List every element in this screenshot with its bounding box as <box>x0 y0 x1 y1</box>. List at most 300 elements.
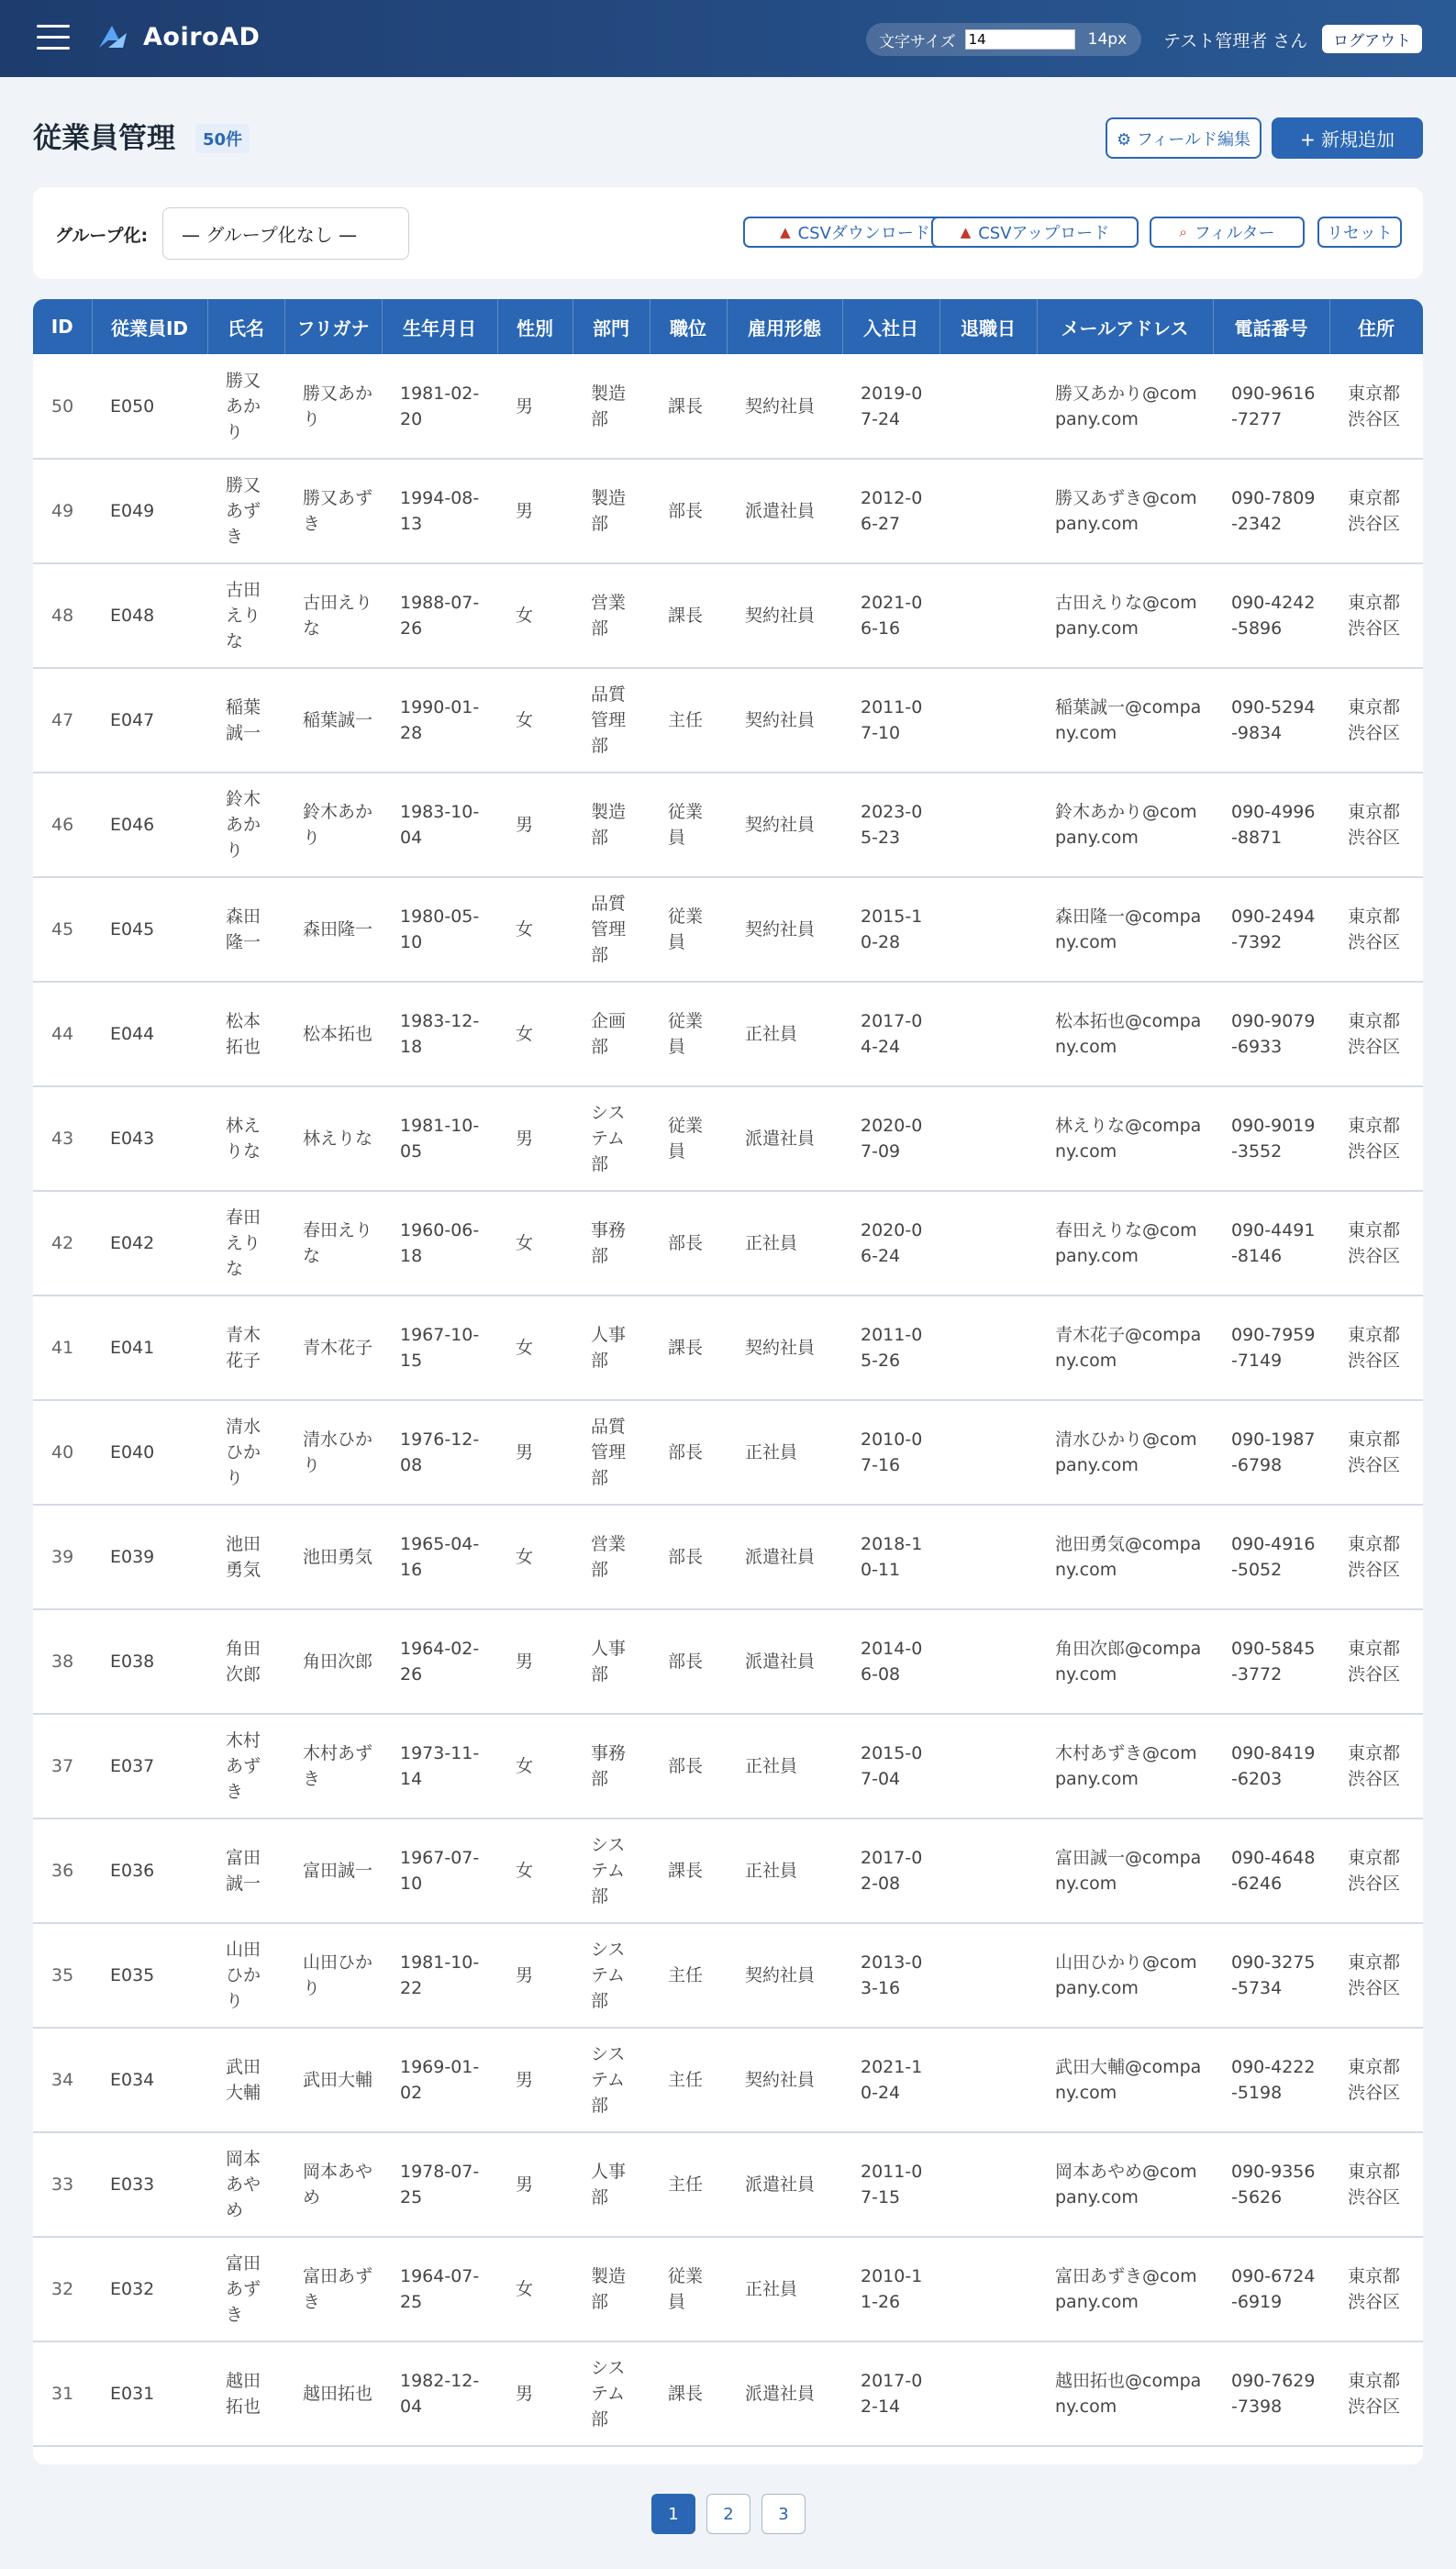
table-cell: 人事部 <box>591 1639 627 1685</box>
employee-table-card <box>33 299 1423 2464</box>
table-cell: 従業員 <box>668 2266 704 2312</box>
table-cell: 山田ひかり@company.com <box>1055 1952 1197 1998</box>
table-cell <box>939 2132 1037 2237</box>
table-cell: 2010-11-26 <box>861 2266 923 2312</box>
column-header[interactable]: 雇用形態 <box>727 299 842 354</box>
page-title: 従業員管理 <box>33 122 175 155</box>
table-row[interactable] <box>33 668 1423 773</box>
table-row[interactable] <box>33 1400 1423 1505</box>
table-cell: E033 <box>110 2174 155 2195</box>
table-cell: 人事部 <box>591 2162 627 2208</box>
table-cell: 富田誠一 <box>226 1848 261 1894</box>
table-cell: 正社員 <box>745 1756 798 1776</box>
table-cell: 1976-12-08 <box>400 1429 480 1475</box>
table-cell: 東京都渋谷区 <box>1348 488 1401 534</box>
table-cell: 正社員 <box>745 1233 798 1253</box>
font-size-px: 14px <box>1087 30 1128 49</box>
table-cell: 課長 <box>668 1338 704 1358</box>
table-cell: 角田次郎@company.com <box>1055 1639 1202 1685</box>
table-cell: 2017-02-14 <box>861 2371 923 2417</box>
menu-hamburger-icon[interactable] <box>37 25 70 52</box>
table-cell: 50 <box>51 395 74 417</box>
table-cell: 鈴木あかり <box>226 789 261 861</box>
table-cell <box>939 354 1037 459</box>
table-cell: 2015-07-04 <box>861 1743 923 1789</box>
table-cell: 1964-02-26 <box>400 1639 480 1685</box>
table-cell: 部長 <box>668 1652 704 1672</box>
table-cell: 勝又あずき@company.com <box>1055 488 1197 534</box>
table-row[interactable] <box>33 1505 1423 1609</box>
table-cell: E034 <box>110 2070 155 2090</box>
table-cell: 勝又あずき <box>226 475 261 547</box>
table-cell: 角田次郎 <box>303 1652 373 1672</box>
table-cell: 契約社員 <box>745 710 816 730</box>
table-cell: 38 <box>51 1652 74 1672</box>
table-cell: 製造部 <box>591 488 627 534</box>
table-cell: 岡本あやめ@company.com <box>1055 2162 1197 2208</box>
table-cell: 1964-07-25 <box>400 2266 480 2312</box>
csv-upload-button-label: CSVアップロード <box>978 224 1110 243</box>
table-row[interactable] <box>33 1714 1423 1818</box>
table-cell: 課長 <box>668 395 704 417</box>
table-cell: 2019-07-24 <box>861 383 923 429</box>
table-cell: 派遣社員 <box>745 1652 816 1672</box>
table-cell: 派遣社員 <box>745 501 816 521</box>
table-cell: 40 <box>51 1442 74 1462</box>
table-cell: 森田隆一 <box>303 919 373 940</box>
table-cell: 課長 <box>668 1861 704 1881</box>
table-cell <box>939 1400 1037 1505</box>
table-cell: 正社員 <box>745 1024 798 1044</box>
table-cell: 青木花子@company.com <box>1055 1325 1202 1371</box>
table-cell: 女 <box>516 1024 534 1044</box>
table-row[interactable] <box>33 563 1423 668</box>
table-cell: 木村あずき <box>226 1730 261 1802</box>
table-cell: 44 <box>51 1024 74 1044</box>
table-cell: 2011-07-15 <box>861 2162 923 2208</box>
table-cell: 契約社員 <box>745 2070 816 2090</box>
table-cell <box>939 1818 1037 1923</box>
table-cell: 1994-08-13 <box>400 488 480 534</box>
table-cell: 正社員 <box>745 1861 798 1881</box>
table-cell: E035 <box>110 1965 155 1985</box>
table-cell: E036 <box>110 1861 155 1881</box>
table-cell: 1981-02-20 <box>400 383 480 429</box>
table-cell: 男 <box>516 501 534 521</box>
table-cell: 2018-10-11 <box>861 1534 923 1580</box>
table-cell: 090-4648-6246 <box>1231 1848 1316 1894</box>
table-cell: 1983-10-04 <box>400 802 480 848</box>
table-cell: 正社員 <box>745 1442 798 1462</box>
table-cell: 男 <box>516 1652 534 1672</box>
table-cell: 49 <box>51 501 74 521</box>
table-cell: 越田拓也 <box>303 2384 373 2404</box>
table-cell <box>939 563 1037 668</box>
brand-name: AoiroAD <box>143 22 261 51</box>
table-cell: 富田あずき <box>303 2266 373 2312</box>
brand-logo-icon <box>95 20 130 53</box>
table-cell: 2023-05-23 <box>861 802 923 848</box>
column-header[interactable]: フリガナ <box>284 299 382 354</box>
table-cell: 1967-07-10 <box>400 1848 480 1894</box>
table-cell: 090-4222-5198 <box>1231 2057 1316 2103</box>
table-cell: 森田隆一@company.com <box>1055 906 1202 952</box>
table-row[interactable] <box>33 877 1423 982</box>
table-cell: 稲葉誠一@company.com <box>1055 697 1202 743</box>
table-cell: 従業員 <box>668 906 704 952</box>
table-cell: 品質管理部 <box>591 1417 627 1488</box>
table-row[interactable] <box>33 2132 1423 2237</box>
filter-button-label: フィルター <box>1194 224 1275 243</box>
column-header[interactable]: 氏名 <box>207 299 284 354</box>
table-cell: 男 <box>516 2384 534 2404</box>
table-cell: 春田えりな@company.com <box>1055 1220 1197 1266</box>
filter-button[interactable] <box>1150 217 1305 248</box>
font-size-control <box>866 23 1141 56</box>
table-cell: 090-4916-5052 <box>1231 1534 1316 1580</box>
page-button[interactable]: 1 <box>651 2494 695 2534</box>
table-cell <box>939 1714 1037 1818</box>
table-cell: 稲葉誠一 <box>303 710 373 730</box>
group-by-label: グループ化: <box>55 226 149 246</box>
table-cell: 製造部 <box>591 2266 627 2312</box>
table-cell: 人事部 <box>591 1325 627 1371</box>
table-cell: 090-9616-7277 <box>1231 383 1316 429</box>
upload-tray-icon: ▲ <box>780 224 791 240</box>
table-cell: 富田誠一 <box>303 1861 373 1881</box>
table-cell: 東京都渋谷区 <box>1348 802 1401 848</box>
table-cell: 企画部 <box>591 1011 627 1057</box>
table-cell: 林えりな@company.com <box>1055 1116 1202 1162</box>
table-cell: 清水ひかり <box>226 1417 261 1488</box>
table-cell: 31 <box>51 2384 74 2404</box>
table-cell: 1988-07-26 <box>400 593 480 639</box>
table-cell: 製造部 <box>591 802 627 848</box>
font-size-input[interactable] <box>965 29 1075 50</box>
table-cell: 東京都渋谷区 <box>1348 1220 1401 1266</box>
table-cell: 派遣社員 <box>745 1547 816 1567</box>
table-cell: 2021-10-24 <box>861 2057 923 2103</box>
table-cell: E044 <box>110 1024 155 1044</box>
page-button[interactable]: 2 <box>706 2494 750 2534</box>
table-cell: 派遣社員 <box>745 1129 816 1149</box>
table-cell: E047 <box>110 710 155 730</box>
table-cell: 東京都渋谷区 <box>1348 1429 1401 1475</box>
table-cell: E041 <box>110 1338 155 1358</box>
table-cell: 女 <box>516 710 534 730</box>
table-cell: 1978-07-25 <box>400 2162 480 2208</box>
table-cell: 角田次郎 <box>226 1639 261 1685</box>
table-cell: 池田勇気 <box>303 1547 373 1567</box>
table-cell: 1960-06-18 <box>400 1220 480 1266</box>
page-button[interactable]: 3 <box>761 2494 806 2534</box>
reset-button-label: リセット <box>1327 224 1393 243</box>
table-cell: 富田あずき@company.com <box>1055 2266 1197 2312</box>
table-cell: 女 <box>516 1756 534 1776</box>
table-cell: 勝又あかり <box>303 383 373 429</box>
table-cell: 男 <box>516 1965 534 1985</box>
table-row[interactable] <box>33 1296 1423 1400</box>
table-cell: 従業員 <box>668 1116 704 1162</box>
table-cell: E043 <box>110 1129 155 1149</box>
table-row[interactable] <box>33 459 1423 563</box>
table-cell: 090-2494-7392 <box>1231 906 1316 952</box>
table-cell: 47 <box>51 710 74 730</box>
table-row[interactable] <box>33 1191 1423 1296</box>
table-body <box>33 354 1423 2446</box>
table-cell: 鈴木あかり <box>303 802 373 848</box>
table-cell: 勝又あずき <box>303 488 373 534</box>
table-cell: 090-7629-7398 <box>1231 2371 1316 2417</box>
table-cell: 部長 <box>668 1547 704 1567</box>
pagination <box>651 2494 817 2534</box>
table-cell: 女 <box>516 606 534 626</box>
table-cell: 男 <box>516 1442 534 1462</box>
table-cell: 39 <box>51 1547 74 1567</box>
table-cell: 部長 <box>668 501 704 521</box>
menu-line <box>37 25 70 28</box>
table-cell: 武田大輔 <box>226 2057 261 2103</box>
table-cell <box>939 2237 1037 2341</box>
table-cell: 2011-07-10 <box>861 697 923 743</box>
table-cell: 課長 <box>668 606 704 626</box>
table-cell: 製造部 <box>591 383 627 429</box>
table-cell: システム部 <box>591 1835 626 1907</box>
group-by-select[interactable]: — グループ化なし — <box>162 207 409 260</box>
table-cell: 東京都渋谷区 <box>1348 1848 1401 1894</box>
table-cell: 松本拓也@company.com <box>1055 1011 1202 1057</box>
table-row[interactable] <box>33 1923 1423 2028</box>
table-cell: 契約社員 <box>745 1338 816 1358</box>
table-row[interactable] <box>33 1609 1423 1714</box>
table-cell: 富田誠一@company.com <box>1055 1848 1202 1894</box>
table-cell <box>939 1191 1037 1296</box>
table-row[interactable] <box>33 2028 1423 2132</box>
table-cell: システム部 <box>591 1940 626 2011</box>
table-cell: E037 <box>110 1756 155 1776</box>
table-cell: 岡本あやめ <box>303 2162 373 2208</box>
column-header[interactable]: 電話番号 <box>1213 299 1329 354</box>
table-cell: 木村あずき <box>303 1743 373 1789</box>
table-cell: 090-7959-7149 <box>1231 1325 1316 1371</box>
column-header[interactable]: ID <box>33 299 92 354</box>
column-header[interactable]: 従業員ID <box>92 299 207 354</box>
table-cell: 派遣社員 <box>745 2384 816 2404</box>
table-cell: 37 <box>51 1756 74 1776</box>
table-cell: 42 <box>51 1233 74 1253</box>
table-cell: 090-5845-3772 <box>1231 1639 1316 1685</box>
table-cell: 越田拓也 <box>226 2371 261 2417</box>
table-cell: 090-4491-8146 <box>1231 1220 1316 1266</box>
table-cell: 1981-10-22 <box>400 1952 480 1998</box>
table-cell: 43 <box>51 1129 74 1149</box>
table-cell: 2017-02-08 <box>861 1848 923 1894</box>
table-cell: E046 <box>110 815 155 835</box>
table-row[interactable] <box>33 773 1423 877</box>
table-cell: E042 <box>110 1233 155 1253</box>
table-cell: 2010-07-16 <box>861 1429 923 1475</box>
table-cell: 2011-05-26 <box>861 1325 923 1371</box>
table-cell: 主任 <box>668 2070 704 2090</box>
table-cell: 東京都渋谷区 <box>1348 1952 1401 1998</box>
table-cell: E040 <box>110 1442 155 1462</box>
table-cell: 男 <box>516 2174 534 2195</box>
column-header[interactable]: メールアドレス <box>1037 299 1213 354</box>
table-cell: 松本拓也 <box>303 1024 373 1044</box>
table-cell: 勝又あかり@company.com <box>1055 383 1197 429</box>
table-row[interactable] <box>33 354 1423 459</box>
table-cell: 090-3275-5734 <box>1231 1952 1316 1998</box>
table-cell: 東京都渋谷区 <box>1348 383 1401 429</box>
table-cell: 1969-01-02 <box>400 2057 480 2103</box>
table-cell: 東京都渋谷区 <box>1348 593 1401 639</box>
table-cell: 部長 <box>668 1233 704 1253</box>
table-cell: 清水ひかり@company.com <box>1055 1429 1197 1475</box>
table-cell: 男 <box>516 395 534 417</box>
column-header[interactable]: 生年月日 <box>382 299 497 354</box>
add-new-button[interactable]: + 新規追加 <box>1272 117 1423 159</box>
table-cell: 090-9019-3552 <box>1231 1116 1316 1162</box>
table-cell <box>939 1609 1037 1714</box>
table-cell: 46 <box>51 815 74 835</box>
table-row[interactable] <box>33 1818 1423 1923</box>
table-cell: E031 <box>110 2384 155 2404</box>
table-cell: 東京都渋谷区 <box>1348 2162 1401 2208</box>
column-header[interactable]: 性別 <box>497 299 572 354</box>
table-cell: システム部 <box>591 2044 626 2116</box>
table-cell: 越田拓也@company.com <box>1055 2371 1202 2417</box>
menu-line <box>37 47 70 50</box>
table-cell: 2015-10-28 <box>861 906 923 952</box>
field-edit-button[interactable]: ⚙ フィールド編集 <box>1106 117 1261 159</box>
table-cell: 古田えりな <box>226 580 261 651</box>
table-cell: 契約社員 <box>745 1965 816 1985</box>
table-cell: 1983-12-18 <box>400 1011 480 1057</box>
table-cell: 部長 <box>668 1756 704 1776</box>
brand[interactable] <box>95 20 260 53</box>
table-cell: 女 <box>516 1547 534 1567</box>
table-cell: 35 <box>51 1965 74 1985</box>
table-cell: 1973-11-14 <box>400 1743 480 1789</box>
table-cell: 東京都渋谷区 <box>1348 1534 1401 1580</box>
table-cell <box>939 1505 1037 1609</box>
table-cell: E049 <box>110 501 155 521</box>
table-cell: 稲葉誠一 <box>226 697 261 743</box>
table-cell: 古田えりな <box>303 593 373 639</box>
table-cell: 東京都渋谷区 <box>1348 2057 1401 2103</box>
table-cell: 東京都渋谷区 <box>1348 1743 1401 1789</box>
column-header[interactable]: 職位 <box>650 299 727 354</box>
employee-table <box>33 299 1423 2447</box>
current-user: テスト管理者 さん <box>1163 31 1308 51</box>
magnifier-icon: ⌕ <box>1179 224 1187 240</box>
table-cell <box>939 1086 1037 1191</box>
table-cell: システム部 <box>591 2358 626 2430</box>
table-cell: 男 <box>516 2070 534 2090</box>
toolbar-card <box>33 187 1423 279</box>
table-cell: 勝又あかり <box>226 370 261 442</box>
table-cell: 正社員 <box>745 2279 798 2299</box>
table-cell <box>939 2028 1037 2132</box>
table-cell: E038 <box>110 1652 155 1672</box>
table-header-row <box>33 299 1423 354</box>
table-cell: 従業員 <box>668 802 704 848</box>
table-cell: 岡本あやめ <box>226 2149 261 2220</box>
table-cell: E032 <box>110 2279 155 2299</box>
table-cell: 課長 <box>668 2384 704 2404</box>
table-cell: 古田えりな@company.com <box>1055 593 1197 639</box>
table-cell: 春田えりな <box>226 1207 261 1279</box>
table-cell: 品質管理部 <box>591 684 627 756</box>
column-header[interactable]: 退職日 <box>939 299 1037 354</box>
table-cell: 部長 <box>668 1442 704 1462</box>
table-cell: 45 <box>51 919 74 940</box>
table-cell: 090-9356-5626 <box>1231 2162 1316 2208</box>
table-cell: 2012-06-27 <box>861 488 923 534</box>
table-cell: 鈴木あかり@company.com <box>1055 802 1197 848</box>
table-cell: 林えりな <box>303 1129 373 1149</box>
table-cell: 090-4996-8871 <box>1231 802 1316 848</box>
table-cell <box>939 1923 1037 2028</box>
table-cell: 池田勇気@company.com <box>1055 1534 1202 1580</box>
table-cell: 090-1987-6798 <box>1231 1429 1316 1475</box>
table-cell: 32 <box>51 2279 74 2299</box>
table-cell: E039 <box>110 1547 155 1567</box>
table-cell: 契約社員 <box>745 815 816 835</box>
table-cell: 従業員 <box>668 1011 704 1057</box>
table-cell: 東京都渋谷区 <box>1348 1639 1401 1685</box>
table-cell: 木村あずき@company.com <box>1055 1743 1197 1789</box>
table-cell: 営業部 <box>591 1534 627 1580</box>
table-cell: システム部 <box>591 1103 626 1174</box>
table-cell: 品質管理部 <box>591 894 627 965</box>
table-cell: 東京都渋谷区 <box>1348 1325 1401 1371</box>
table-row[interactable] <box>33 2341 1423 2446</box>
table-cell: 主任 <box>668 1965 704 1985</box>
table-cell: 青木花子 <box>226 1325 261 1371</box>
column-header[interactable]: 住所 <box>1329 299 1423 354</box>
table-row[interactable] <box>33 1086 1423 1191</box>
table-row[interactable] <box>33 2237 1423 2341</box>
logout-button[interactable]: ログアウト <box>1322 25 1422 53</box>
table-cell: 2014-06-08 <box>861 1639 923 1685</box>
table-cell: 東京都渋谷区 <box>1348 1116 1401 1162</box>
table-cell: 48 <box>51 606 74 626</box>
reset-button[interactable] <box>1317 217 1402 248</box>
table-cell: 090-9079-6933 <box>1231 1011 1316 1057</box>
table-cell: E045 <box>110 919 155 940</box>
csv-upload-button[interactable] <box>931 217 1139 248</box>
table-cell: 契約社員 <box>745 395 816 417</box>
top-header <box>0 0 1456 77</box>
table-cell: 女 <box>516 919 534 940</box>
table-cell: 男 <box>516 1129 534 1149</box>
table-cell: 東京都渋谷区 <box>1348 906 1401 952</box>
table-cell: 090-4242-5896 <box>1231 593 1316 639</box>
table-row[interactable] <box>33 982 1423 1086</box>
table-cell: 1967-10-15 <box>400 1325 480 1371</box>
table-cell: 2013-03-16 <box>861 1952 923 1998</box>
table-cell <box>939 668 1037 773</box>
table-cell: 1980-05-10 <box>400 906 480 952</box>
table-cell: 主任 <box>668 710 704 730</box>
table-cell: 春田えりな <box>303 1220 373 1266</box>
table-cell: 1965-04-16 <box>400 1534 480 1580</box>
column-header[interactable]: 入社日 <box>842 299 939 354</box>
table-cell <box>939 1296 1037 1400</box>
column-header[interactable]: 部門 <box>572 299 650 354</box>
table-cell: 派遣社員 <box>745 2174 816 2195</box>
